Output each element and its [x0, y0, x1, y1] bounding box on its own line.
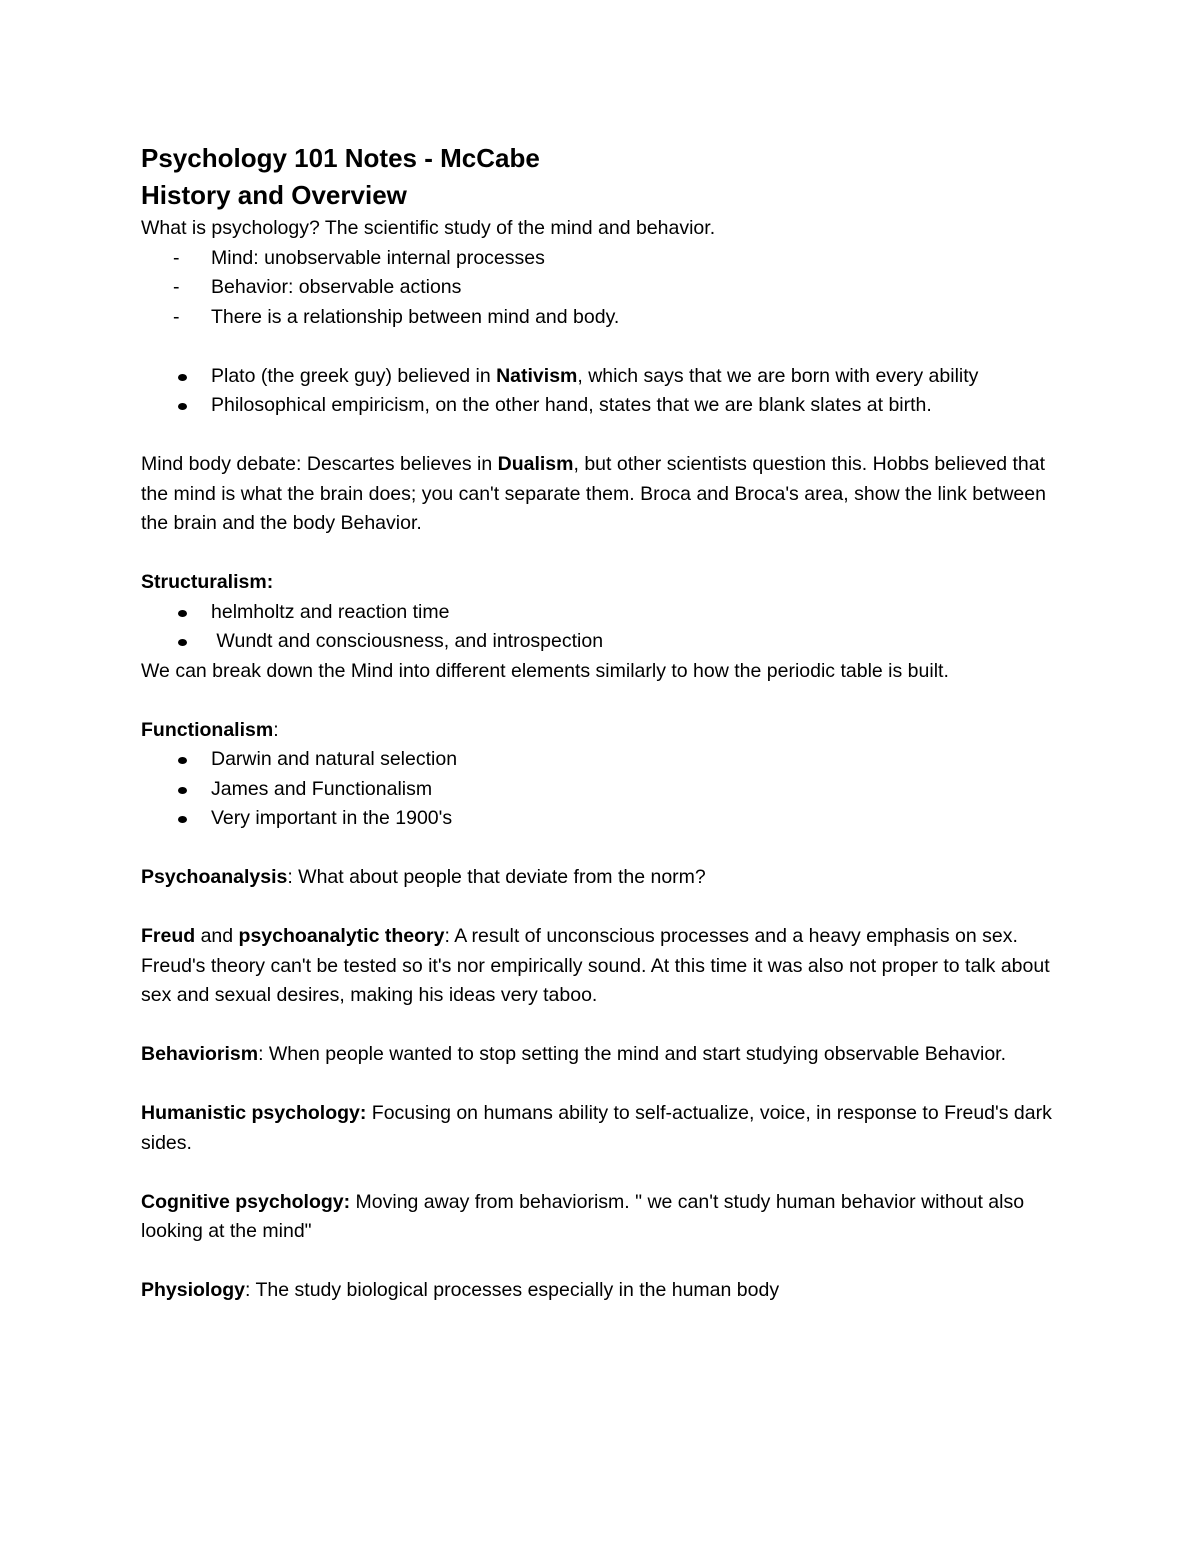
cognitive-paragraph	[141, 1188, 1066, 1247]
list-item: - Mind: unobservable internal processes	[141, 244, 1066, 274]
structuralism-term: Structuralism:	[141, 571, 274, 593]
philosophy-bullet-list	[141, 362, 1066, 421]
psychoanalysis-text: : What about people that deviate from the norm?	[287, 866, 706, 888]
spacer	[141, 1158, 1066, 1188]
spacer	[141, 893, 1066, 923]
behaviorism-term: Behaviorism	[141, 1043, 259, 1065]
dualism-term: Dualism	[497, 453, 574, 475]
nativism-term: Nativism	[496, 364, 578, 387]
behaviorism-text: : When people wanted to stop setting the mind and start studying observable Behavior.	[258, 1043, 1007, 1065]
freud-text: : A result of unconscious processes and a heavy emphasis on sex. Freud's theory can't be tested so it's nor empirically sound. At this time it was also not proper to talk about sex and sexual desires, making his ideas very taboo.	[141, 925, 1050, 1006]
spacer	[141, 1070, 1066, 1100]
mind-body-suffix: , but other scientists question this. Hobbs believed that the mind is what the brain does; you can't separate them. Broca and Broca's area, show the link between the brain and the body Behavior.	[141, 453, 1046, 534]
mind-body-prefix: Mind body debate: Descartes believes in	[141, 453, 498, 475]
list-item: - Behavior: observable actions	[141, 273, 1066, 303]
list-item: helmholtz and reaction time	[141, 598, 1066, 628]
humanistic-term: Humanistic psychology:	[141, 1102, 367, 1124]
plato-suffix: , which says that we are born with every ability	[577, 364, 979, 387]
structuralism-heading	[141, 568, 1066, 598]
physiology-text: : The study biological processes especially in the human body	[245, 1279, 780, 1301]
spacer	[141, 421, 1066, 451]
functionalism-heading	[141, 716, 1066, 746]
spacer	[141, 1011, 1066, 1041]
spacer	[141, 834, 1066, 864]
humanistic-text: Focusing on humans ability to self-actualize, voice, in response to Freud's dark sides.	[141, 1102, 1052, 1154]
list-item: Darwin and natural selection	[141, 745, 1066, 775]
list-item: Wundt and consciousness, and introspection	[141, 627, 1066, 657]
psychoanalysis-term: Psychoanalysis	[141, 866, 288, 888]
behaviorism-paragraph	[141, 1040, 1066, 1070]
functionalism-term: Functionalism	[141, 718, 274, 741]
freud-paragraph	[141, 922, 1066, 1011]
list-item: James and Functionalism	[141, 775, 1066, 805]
functionalism-colon: :	[273, 718, 279, 741]
list-item: - There is a relationship between mind and body.	[141, 303, 1066, 333]
structuralism-note: We can break down the Mind into different elements similarly to how the periodic table is built.	[141, 659, 949, 682]
physiology-paragraph	[141, 1276, 1066, 1306]
intro-dash-list	[141, 244, 1066, 333]
psychoanalytic-theory-term: psychoanalytic theory	[238, 925, 445, 947]
list-item-nativism	[141, 362, 1066, 392]
document-page	[141, 140, 1066, 1306]
cognitive-term: Cognitive psychology:	[141, 1190, 351, 1213]
cognitive-text: Moving away from behaviorism. " we can't study human behavior without also looking at the mind"	[141, 1190, 1025, 1242]
physiology-term: Physiology	[141, 1279, 246, 1301]
spacer	[141, 332, 1066, 362]
document-subtitle: History and Overview	[141, 180, 407, 210]
structuralism-list	[141, 598, 1066, 657]
document-title: Psychology 101 Notes - McCabe	[141, 143, 540, 173]
spacer	[141, 1247, 1066, 1277]
spacer	[141, 686, 1066, 716]
freud-term: Freud	[141, 925, 196, 947]
list-item-empiricism: Philosophical empiricism, on the other hand, states that we are blank slates at birth.	[141, 391, 1066, 421]
functionalism-list	[141, 745, 1066, 834]
plato-prefix: Plato (the greek guy) believed in	[211, 364, 497, 387]
humanistic-paragraph	[141, 1099, 1066, 1158]
list-item: Very important in the 1900's	[141, 804, 1066, 834]
freud-joiner: and	[195, 925, 239, 947]
psychoanalysis-paragraph	[141, 863, 1066, 893]
intro-paragraph: What is psychology? The scientific study of the mind and behavior.	[141, 217, 716, 239]
mind-body-paragraph	[141, 450, 1066, 539]
spacer	[141, 539, 1066, 569]
